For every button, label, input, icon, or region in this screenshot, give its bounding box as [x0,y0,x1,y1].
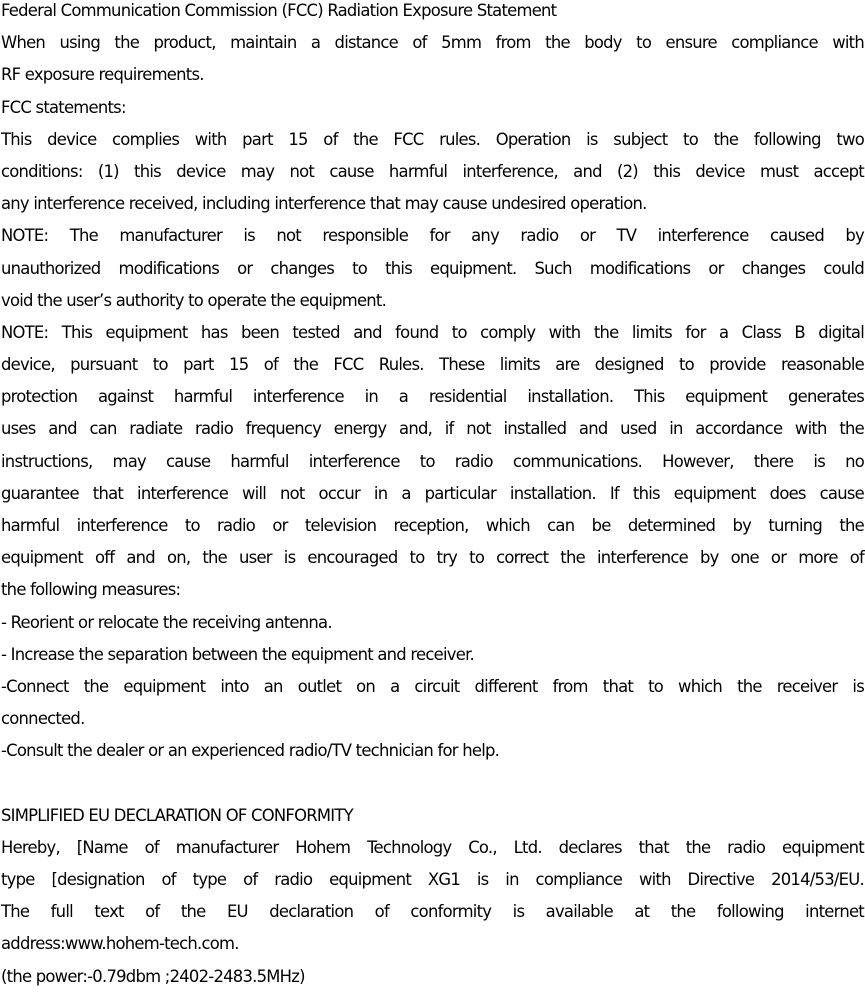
eu-line-1: Hereby, [Name of manufacturer Hohem Technology Co., Ltd. declares that the radio equipment [1,837,864,857]
measure-consult: -Consult the dealer or an experienced radio/TV technician for help. [1,741,500,761]
rf-exposure-line-1: When using the product, maintain a distance of 5mm from the body to ensure compliance with [1,33,864,53]
note1-line-2: unauthorized modifications or changes to this equipment. Such modifications or changes could [1,258,864,278]
eu-line-4: address:www.hohem-tech.com. [1,934,239,954]
section-spacer [1,768,864,800]
eu-heading: SIMPLIFIED EU DECLARATION OF CONFORMITY [1,805,353,825]
note2-line-7: harmful interference to radio or television reception, which can be determined by turning the [1,516,864,535]
measure-reorient: - Reorient or relocate the receiving antenna. [1,612,332,632]
note2-line-3: protection against harmful interference in a residential installation. This equipment generates [1,387,864,407]
note1-line-3: void the user’s authority to operate the equipment. [1,290,387,310]
eu-line-2: type [designation of type of radio equipment XG1 is in compliance with Directive 2014/53/EU. [1,870,864,890]
note1-line-1: NOTE: The manufacturer is not responsible for any radio or TV interference caused by [1,226,864,246]
measure-increase-separation: - Increase the separation between the equipment and receiver. [1,644,475,664]
fcc-title: Federal Communication Commission (FCC) Radiation Exposure Statement [1,1,557,20]
measure-connect-line-1: -Connect the equipment into an outlet on a circuit different from that to which the receiver is [1,676,864,696]
note2-line-8: equipment off and on, the user is encouraged to try to correct the interference by one or more of [1,548,864,568]
note2-line-9: the following measures: [1,580,181,600]
rf-exposure-line-2: RF exposure requirements. [1,65,204,85]
note2-line-1: NOTE: This equipment has been tested and found to comply with the limits for a Class B digital [1,322,864,342]
measure-connect-line-2: connected. [1,709,85,729]
eu-power: (the power:-0.79dbm ;2402-2483.5MHz) [1,966,305,986]
note2-line-4: uses and can radiate radio frequency energy and, if not installed and used in accordance with the [1,419,864,439]
part15-line-2: conditions: (1) this device may not cause harmful interference, and (2) this device must accept [1,161,864,181]
eu-line-3: The full text of the EU declaration of conformity is available at the following internet [1,902,864,922]
note2-line-2: device, pursuant to part 15 of the FCC Rules. These limits are designed to provide reasonable [1,355,864,375]
note2-line-6: guarantee that interference will not occur in a particular installation. If this equipment does cause [1,483,864,503]
note2-line-5: instructions, may cause harmful interference to radio communications. However, there is no [1,451,864,471]
part15-line-1: This device complies with part 15 of the FCC rules. Operation is subject to the following two [1,129,864,149]
part15-line-3: any interference received, including interference that may cause undesired operation. [1,194,647,214]
fcc-statements-heading: FCC statements: [1,97,126,117]
